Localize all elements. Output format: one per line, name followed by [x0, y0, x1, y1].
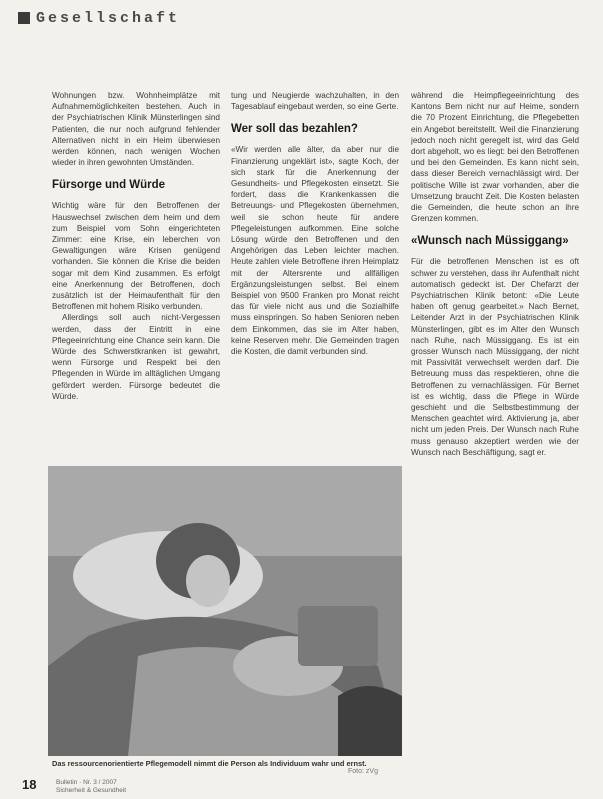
- publication-info: [56, 779, 126, 795]
- article-photo: [48, 466, 402, 756]
- heading-wer-soll-bezahlen: Wer soll das bezahlen?: [231, 123, 358, 136]
- middle-column: [231, 90, 399, 458]
- section-title: Gesellschaft: [36, 9, 181, 27]
- heading-wunsch-nach-muessiggang: «Wunsch nach Müssiggang»: [411, 235, 569, 248]
- left-body-paragraph-2: Allerdings soll auch nicht-Vergessen werden, dass der Eintritt in eine Pflegeeinrichtung eine Chance sein kann. Die Würde des Schwerstkranken ist gewahrt, wenn Fürsorge und Respekt bei den Pflegenden in Würde im alltäglichen Umgang gefördert werden. Fürsorge bedeutet die Würde.: [52, 313, 220, 401]
- photo-illustration: [48, 466, 402, 756]
- middle-body-paragraph: «Wir werden alle älter, da aber nur die Finanzierung ungeklärt ist», sagte Koch, der sich stark für die Anerkennung der Gesundheits- und Pflegekosten einsetzt. Sie fordert, dass die Krankenkassen die Betreuungs- und Pflegekosten übernehmen, weil sie schon heute für andere Pflegeleistungen aufkommen. Eine solche Lösung würde den Betroffenen und den Angehörigen das Leben leichter machen. Heute zahlen viele Betroffene ihren Heimplatz mit der Altersrente und allfälligen Ergänzungsleistungen selbst. Bei einem Beispiel von 9500 Franken pro Monat reicht das für viele nicht aus und die Sozialhilfe muss einspringen. So haben Senioren neben dem Einkommen, das sie im Alter haben, keine Reserven mehr. Die Gemeinden tragen die Kosten, die damit verbunden sind.: [231, 145, 399, 357]
- publication-line-1: Bulletin · Nr. 3 / 2007: [56, 779, 117, 786]
- photo-credit: Foto: zVg: [348, 768, 378, 775]
- left-column: [52, 90, 220, 458]
- right-body-paragraph: während die Heimpflegeeinrichtung des Kantons Bern nicht nur auf Heime, sondern die 70 Prozent Einrichtung, die Pflegebetten ein Angebot bereitstellt. Weil die Finanzierung jedoch noch nicht geregelt ist, wird das Geld dort abgeholt, wo es liegt: bei den Betroffenen und bei den Gemeinden. Es kann nicht sein, dass dieser Bereich vernachlässigt wird. Der politische Wille ist zwar vorhanden, aber die Umsetzung braucht Zeit. Die Kosten belasten die Gemeinden, die heute schon an ihre Grenzen kommen.: [411, 91, 579, 224]
- left-intro-paragraph: Wohnungen bzw. Wohnheimplätze mit Aufnahmemöglichkeiten bestehen. Auch in der Psychiatrischen Klinik Münsterlingen sind Patienten, die nur noch aufgrund fehlender Alternativen nicht in ein Heim überwiesen werden können, nach wenigen Wochen wieder in ihren gewohnten Umständen.: [52, 91, 220, 168]
- right-body-paragraph-2: Für die betroffenen Menschen ist es oft schwer zu verstehen, dass ihr Aufenthalt nicht automatisch gedeckt ist. Der Chefarzt der Psychiatrischen Klinik betont: «Die Leute haben oft genug gearbeitet.» Nach Bernet, Leitender Arzt in der Psychiatrischen Klinik Münsterlingen, gibt es im Alter den Wunsch nach Ruhe, nach Müssiggang. Es ist ein grosser Wunsch nach Müssiggang, der nicht mit Passivität verwechselt werden darf. Die Betreuung muss das respektieren, ohne die Betroffenen zu vernachlässigen. Für Bernet ist es wichtig, dass die Pflege in Würde geschieht und die Selbstbestimmung der Menschen geachtet wird. Aktivierung ja, aber nicht um jeden Preis. Der Wunsch nach Ruhe muss genauso akzeptiert werden wie der Wunsch nach Beschäftigung, sagt er.: [411, 257, 579, 457]
- right-column: [411, 90, 579, 785]
- publication-line-2: Sicherheit & Gesundheit: [56, 787, 127, 794]
- photo-caption: Das ressourcenorientierte Pflegemodell nimmt die Person als Individuum wahr und ernst.: [52, 759, 367, 768]
- heading-fuersorge: Fürsorge und Würde: [52, 179, 166, 192]
- middle-intro-paragraph: tung und Neugierde wachzuhalten, in den Tagesablauf eingebaut werden, so eine Gerte.: [231, 91, 399, 112]
- left-body-paragraph: Wichtig wäre für den Betroffenen der Hauswechsel zwischen dem heim und dem zum Beispiel vom Sohn eingerichteten Zimmer: eine Krise, ein leberchen von Gewaltigungen wäre Krisen genügend vorhanden. Sie können die Krise die beiden sogar mit dem Kind zusammen. Es erfolgt eine Anerkennung der Betroffenen, doch zusätzlich ist der Heimaufenthalt für den Betroffenen mit hohem Risiko verbunden.: [52, 201, 220, 312]
- section-marker-icon: [18, 12, 30, 24]
- section-header: [18, 8, 180, 28]
- page-number: 18: [22, 777, 37, 792]
